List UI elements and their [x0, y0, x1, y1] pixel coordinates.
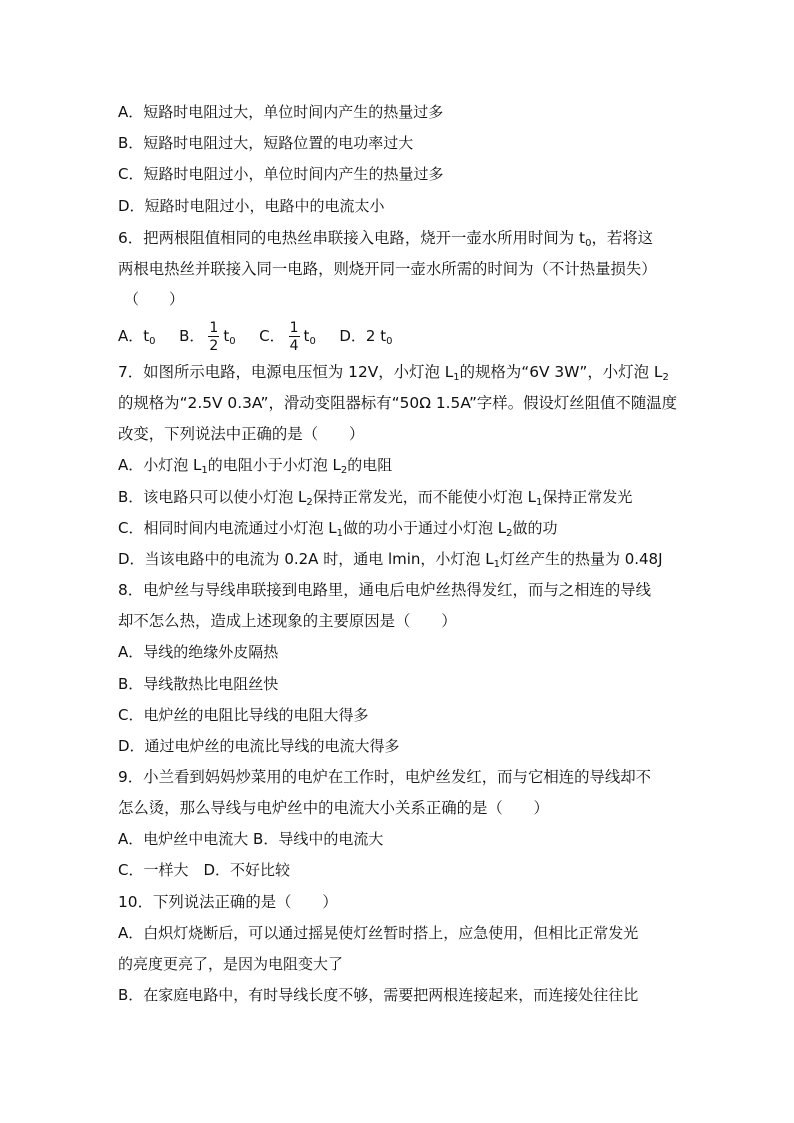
- option-a: A．短路时电阻过大，单位时间内产生的热量过多: [118, 103, 444, 121]
- question-6-line-1: 6．把两根阻值相同的电热丝串联接入电路，烧开一壶水所用时间为 $t_0$，若将这: [118, 229, 654, 249]
- q8-option-d: D．通过电炉丝的电流比导线的电流大得多: [118, 737, 400, 755]
- question-7-line-3: 改变，下列说法中正确的是（ ）: [118, 425, 365, 443]
- q10-option-a-line-2: 的亮度更亮了，是因为电阻变大了: [118, 955, 344, 973]
- question-6-answer-bracket: （ ）: [124, 290, 185, 308]
- question-10-line-1: 10．下列说法正确的是（ ）: [118, 893, 338, 911]
- q8-option-c: C．电炉丝的电阻比导线的电阻大得多: [118, 706, 369, 724]
- question-6-options: [118, 318, 393, 354]
- q9-options-cd: C．一样大 D．不好比较: [118, 861, 291, 879]
- question-8-line-2: 却不怎么热，造成上述现象的主要原因是（ ）: [118, 612, 457, 630]
- q6-option-c: C． $\frac{1}{4}$ $t_0$: [259, 319, 316, 354]
- question-8-line-1: 8．电炉丝与导线串联接到电路里，通电后电炉丝热得发红，而与之相连的导线: [118, 581, 652, 599]
- q8-option-b: B．导线散热比电阻丝快: [118, 675, 279, 693]
- option-d: D．短路时电阻过小，电路中的电流太小: [118, 197, 385, 215]
- q7-option-d: D．当该电路中的电流为 0.2A 时，通电 lmin，小灯泡 $L_1$灯丝产生的热量为 0.48J: [118, 550, 663, 570]
- q7-option-a: A．小灯泡 $L_1$的电阻小于小灯泡 $L_2$的电阻: [118, 456, 393, 476]
- fraction-quarter: $\frac{1}{4}$: [289, 319, 299, 354]
- question-7-line-2: 的规格为“2.5V 0.3A”，滑动变阻器标有“50Ω 1.5A”字样。假设灯丝阻值不随温度: [118, 394, 677, 412]
- q8-option-a: A．导线的绝缘外皮隔热: [118, 643, 279, 661]
- question-9-line-1: 9．小兰看到妈妈炒菜用的电炉在工作时，电炉丝发红，而与它相连的导线却不: [118, 768, 652, 786]
- q6-option-d: D．2 $t_0$: [339, 327, 393, 347]
- q6-option-a: A．$t_0$: [118, 327, 156, 347]
- q7-option-c: C．相同时间内电流通过小灯泡 $L_1$做的功小于通过小灯泡 $L_2$做的功: [118, 519, 558, 539]
- question-6-line-2: 两根电热丝并联接入同一电路，则烧开同一壶水所需的时间为（不计热量损失）: [118, 260, 657, 278]
- q10-option-b-line-1: B．在家庭电路中，有时导线长度不够，需要把两根连接起来，而连接处往往比: [118, 986, 639, 1004]
- q7-option-b: B．该电路只可以使小灯泡 $L_2$保持正常发光，而不能使小灯泡 $L_1$保持正常发光: [118, 488, 633, 508]
- option-c: C．短路时电阻过小，单位时间内产生的热量过多: [118, 165, 444, 183]
- q9-options-ab: A．电炉丝中电流大 B．导线中的电流大: [118, 830, 384, 848]
- fraction-half: $\frac{1}{2}$: [209, 319, 219, 354]
- q10-option-a-line-1: A．白炽灯烧断后，可以通过摇晃使灯丝暂时搭上，应急使用，但相比正常发光: [118, 924, 639, 942]
- question-7-line-1: 7．如图所示电路，电源电压恒为 12V，小灯泡 $L_1$的规格为“6V 3W”，小灯泡 $L_2$: [118, 363, 669, 383]
- question-9-line-2: 怎么烫，那么导线与电炉丝中的电流大小关系正确的是（ ）: [118, 799, 549, 817]
- q6-option-b: B． $\frac{1}{2}$ $t_0$: [179, 319, 236, 354]
- option-b: B．短路时电阻过大，短路位置的电功率过大: [118, 134, 414, 152]
